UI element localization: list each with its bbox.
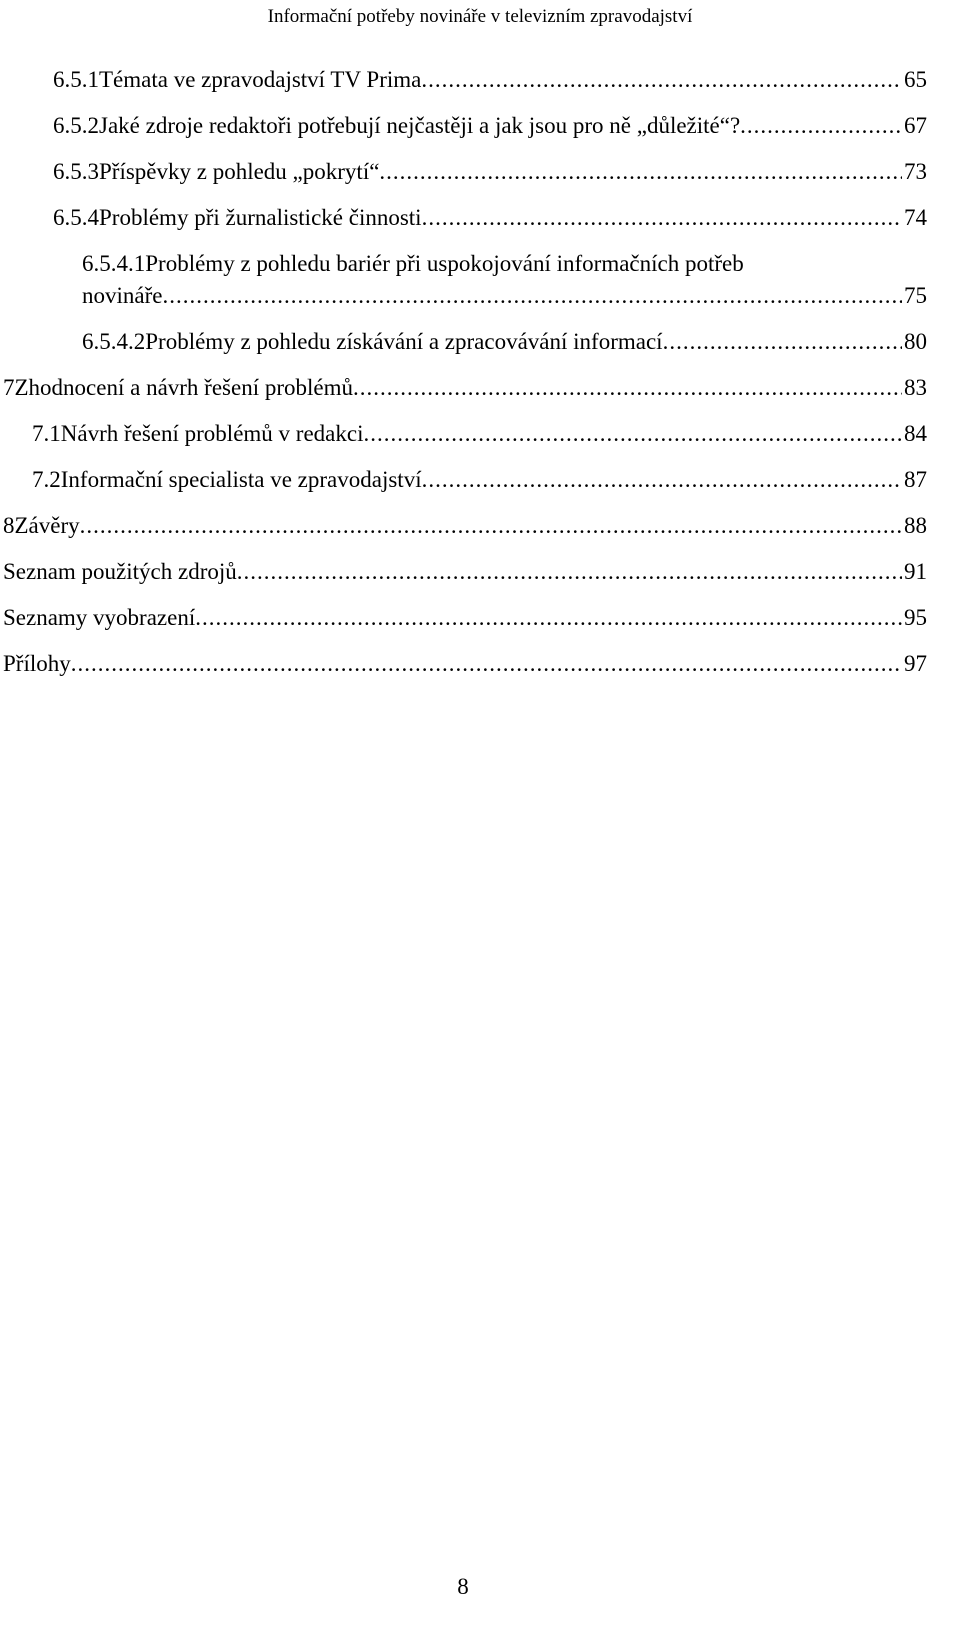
toc-page-number: 97: [904, 651, 927, 676]
page-number: 8: [457, 1574, 469, 1599]
toc-entry-title: 6.5.1Témata ve zpravodajství TV Prima: [53, 67, 422, 92]
toc-entry[interactable]: [32, 464, 960, 496]
dot-leader: [379, 156, 902, 188]
toc-entry[interactable]: [53, 64, 960, 96]
toc-entry-title: 8Závěry: [3, 513, 80, 538]
toc-entry-title: Přílohy: [3, 651, 71, 676]
dot-leader: [421, 64, 902, 96]
toc-page-number: 73: [904, 159, 927, 184]
toc-entry-title-line1: 6.5.4.1Problémy z pohledu bariér při uspokojování informačních potřeb: [82, 251, 744, 276]
toc-entry[interactable]: [3, 602, 960, 634]
dot-leader: [71, 648, 902, 680]
toc-page-number: 87: [904, 467, 927, 492]
dot-leader: [663, 326, 902, 358]
toc-page-number: 88: [904, 513, 927, 538]
dot-leader: [353, 372, 902, 404]
dot-leader: [162, 280, 902, 312]
toc-entry-title: 7Zhodnocení a návrh řešení problémů: [3, 375, 353, 400]
toc-entry-title: 6.5.4.2Problémy z pohledu získávání a zpracovávání informací: [82, 329, 663, 354]
toc-entry[interactable]: [32, 418, 960, 450]
toc-entry[interactable]: [53, 202, 960, 234]
toc-page-number: 83: [904, 375, 927, 400]
toc-entry[interactable]: [53, 156, 960, 188]
dot-leader: [422, 464, 902, 496]
dot-leader: [80, 510, 902, 542]
toc-entry-title: Seznamy vyobrazení: [3, 605, 196, 630]
toc-entry[interactable]: [3, 556, 960, 588]
toc-entry-title: Seznam použitých zdrojů: [3, 559, 237, 584]
toc-page-number: 95: [904, 605, 927, 630]
table-of-contents: [0, 64, 960, 694]
toc-entry-title: 6.5.2Jaké zdroje redaktoři potřebují nejčastěji a jak jsou pro ně „důležité“?: [53, 113, 741, 138]
toc-entry[interactable]: [3, 648, 960, 680]
dot-leader: [363, 418, 902, 450]
toc-page-number: 67: [904, 113, 927, 138]
toc-entry[interactable]: [3, 372, 960, 404]
running-header: Informační potřeby novináře v televizním zpravodajství: [267, 6, 693, 27]
toc-page-number: 91: [904, 559, 927, 584]
dot-leader: [740, 110, 902, 142]
toc-page-number: 74: [904, 205, 927, 230]
dot-leader: [422, 202, 902, 234]
toc-page-number: 80: [904, 329, 927, 354]
dot-leader: [195, 602, 902, 634]
toc-entry-title-line2: novináře: [82, 283, 163, 308]
toc-page-number: 75: [904, 283, 927, 308]
toc-entry-title: 7.1Návrh řešení problémů v redakci: [32, 421, 364, 446]
dot-leader: [237, 556, 902, 588]
toc-entry[interactable]: [53, 110, 960, 142]
toc-entry-title: 6.5.3Příspěvky z pohledu „pokrytí“: [53, 159, 380, 184]
toc-entry-title: 6.5.4Problémy při žurnalistické činnosti: [53, 205, 422, 230]
toc-page-number: 65: [904, 67, 927, 92]
toc-entry-title: 7.2Informační specialista ve zpravodajství: [32, 467, 422, 492]
toc-entry[interactable]: [82, 326, 960, 358]
toc-entry[interactable]: [82, 248, 960, 312]
toc-page-number: 84: [904, 421, 927, 446]
toc-entry[interactable]: [3, 510, 960, 542]
